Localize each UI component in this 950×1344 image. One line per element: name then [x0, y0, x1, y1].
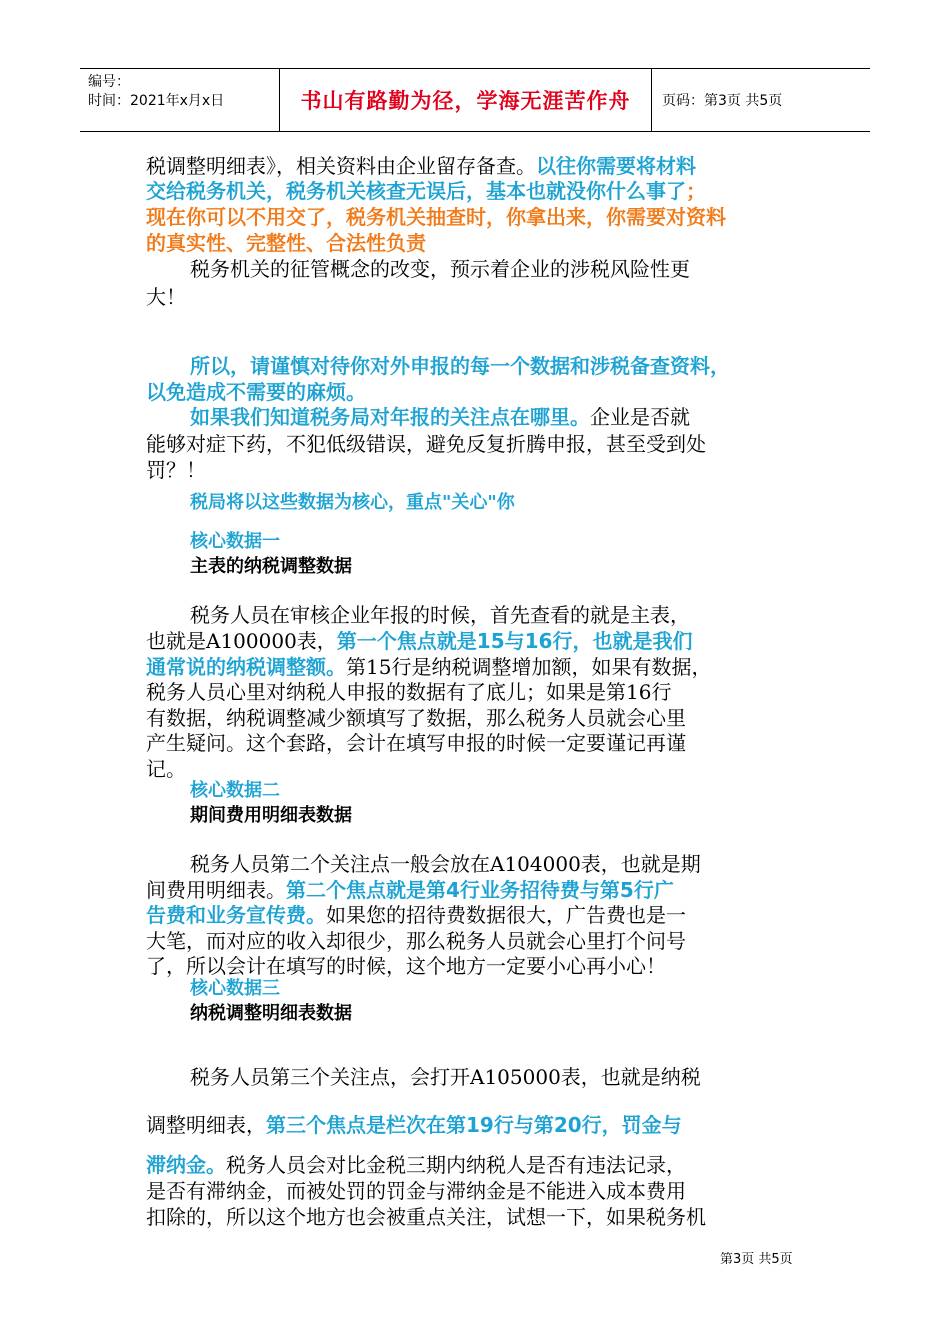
- text-line: 有数据，纳税调整减少额填写了数据，那么税务人员就会心里: [146, 706, 686, 730]
- text-line: 税务人员第二个关注点一般会放在A104000表，也就是期: [190, 852, 701, 876]
- section-intro: 税局将以这些数据为核心，重点"关心"你: [190, 492, 515, 513]
- text-line: 产生疑问。这个套路，会计在填写申报的时候一定要谨记再谨: [146, 731, 686, 755]
- section-subtitle: 主表的纳税调整数据: [190, 556, 352, 577]
- section-title: 核心数据三: [190, 978, 280, 999]
- header-page-number: 页码：第3页 共5页: [662, 93, 783, 109]
- text-line: 滞纳金。税务人员会对比金税三期内纳税人是否有违法记录，: [146, 1153, 686, 1177]
- header-meta: [80, 69, 280, 131]
- text-line: 能够对症下药，不犯低级错误，避免反复折腾申报，甚至受到处: [146, 432, 706, 456]
- text-line: 大笔，而对应的收入却很少，那么税务人员就会心里打个问号: [146, 929, 686, 953]
- text-line: 罚？！: [146, 458, 206, 482]
- text-line: 也就是A100000表，第一个焦点就是15与16行，也就是我们: [146, 629, 693, 653]
- text-line: 所以，请谨慎对待你对外申报的每一个数据和涉税备查资料，: [190, 354, 730, 378]
- text-line: 间费用明细表。第二个焦点就是第4行业务招待费与第5行广: [146, 878, 674, 902]
- date-line: 时间：2021年x月x日: [88, 93, 225, 109]
- text-line: 告费和业务宣传费。如果您的招待费数据很大，广告费也是一: [146, 903, 686, 927]
- text-line: 税调整明细表》，相关资料由企业留存备查。以往你需要将材料: [146, 154, 696, 178]
- text-line: 的真实性、完整性、合法性负责: [146, 231, 426, 255]
- text-line: 税务机关的征管概念的改变，预示着企业的涉税风险性更: [190, 257, 690, 281]
- text-line: 交给税务机关，税务机关核查无误后，基本也就没你什么事了；: [146, 179, 706, 203]
- text-line: 税务人员第三个关注点，会打开A105000表，也就是纳税: [190, 1065, 701, 1089]
- text-line: 以免造成不需要的麻烦。: [146, 380, 366, 404]
- text-line: 是否有滞纳金，而被处罚的罚金与滞纳金是不能进入成本费用: [146, 1179, 686, 1203]
- section-title: 核心数据一: [190, 531, 280, 552]
- page-footer: 第3页 共5页: [720, 1252, 793, 1267]
- text-line: 如果我们知道税务局对年报的关注点在哪里。企业是否就: [190, 405, 690, 429]
- page-header: [80, 68, 870, 132]
- text-line: 税务人员在审核企业年报的时候，首先查看的就是主表，: [190, 603, 690, 627]
- text-line: 记。: [146, 757, 186, 781]
- section-subtitle: 期间费用明细表数据: [190, 805, 352, 826]
- text-line: 扣除的，所以这个地方也会被重点关注，试想一下，如果税务机: [146, 1205, 706, 1229]
- text-line: 税务人员心里对纳税人申报的数据有了底儿；如果是第16行: [146, 680, 672, 704]
- header-motto: 书山有路勤为径，学海无涯苦作舟: [280, 69, 652, 131]
- section-title: 核心数据二: [190, 780, 280, 801]
- section-subtitle: 纳税调整明细表数据: [190, 1003, 352, 1024]
- text-line: 调整明细表，第三个焦点是栏次在第19行与第20行，罚金与: [146, 1113, 682, 1137]
- text-line: 现在你可以不用交了，税务机关抽查时，你拿出来，你需要对资料: [146, 205, 726, 229]
- serial-number: 编号：: [88, 74, 130, 90]
- text-line: 大！: [146, 285, 186, 309]
- text-line: 通常说的纳税调整额。第15行是纳税调整增加额，如果有数据，: [146, 655, 712, 679]
- text-line: 了，所以会计在填写的时候，这个地方一定要小心再小心！: [146, 954, 666, 978]
